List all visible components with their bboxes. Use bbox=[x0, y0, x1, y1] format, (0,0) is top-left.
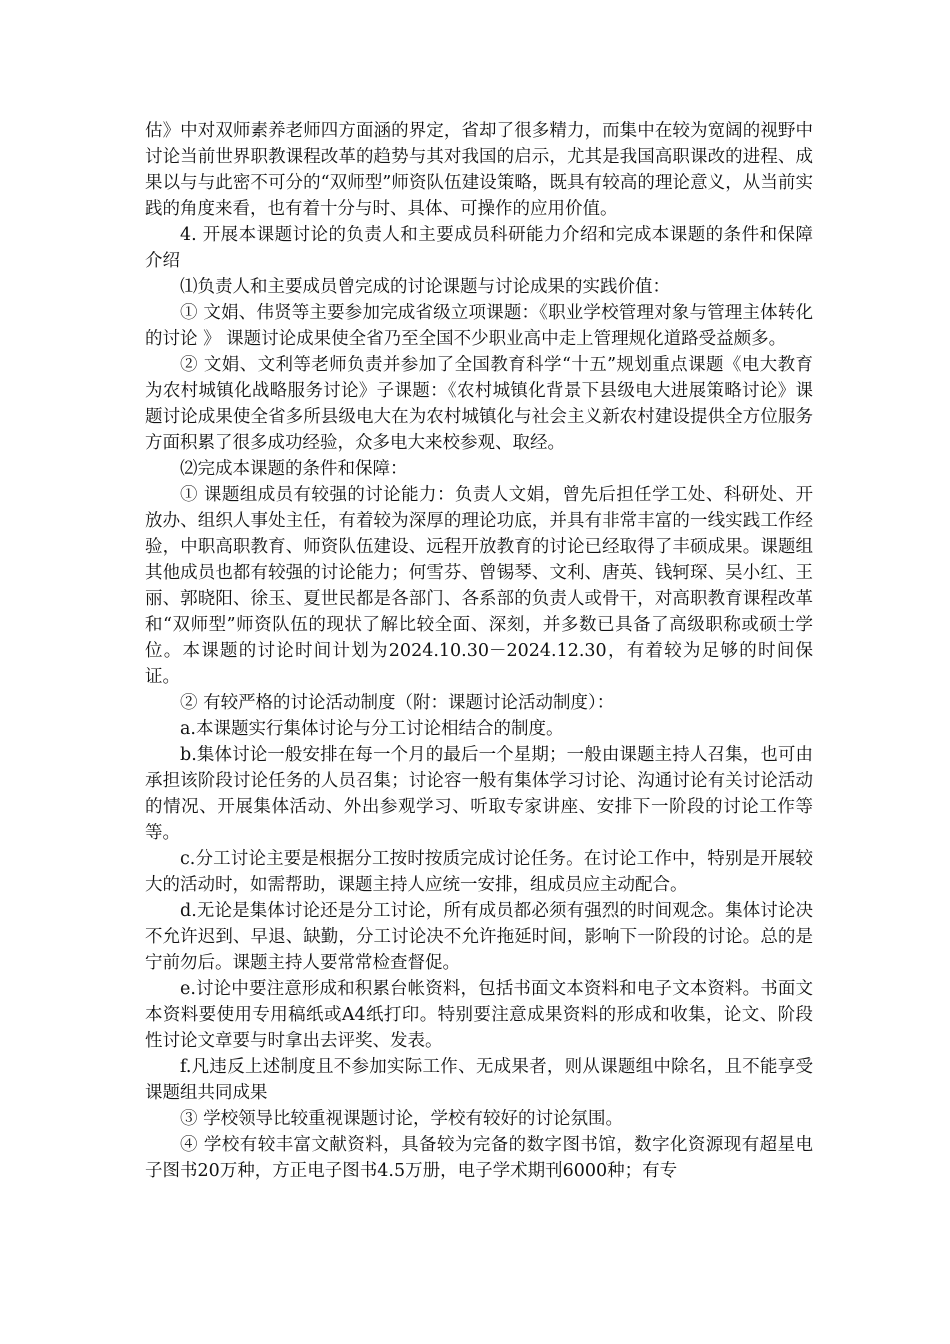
list-item-2-2: ② 有较严格的讨论活动制度（附：课题讨论活动制度）： bbox=[180, 693, 615, 713]
rule-a: a.本课题实行集体讨论与分工讨论相结合的制度。 bbox=[180, 719, 564, 739]
list-item-2-3: ③ 学校领导比较重视课题讨论，学校有较好的讨论氛围。 bbox=[180, 1109, 624, 1129]
section-heading-4: 4. 开展本课题讨论的负责人和主要成员科研能力介绍和完成本课题的条件和保障介绍 bbox=[145, 225, 813, 271]
list-item-1-2: ② 文娟、文利等老师负责并参加了全国教育科学“十五”规划重点课题《电大教育为农村城镇化战略服务讨论》子课题：《农村城镇化背景下县级电大进展策略讨论》课题讨论成果使全省多所县级电大在为农村城镇化与社会主义新农村建设提供全方位服务方面积累了很多成功经验，众多电大来校参观、取经。 bbox=[145, 355, 813, 453]
rule-f: f.凡违反上述制度且不参加实际工作、无成果者，则从课题组中除名，且不能享受课题组共同成果 bbox=[145, 1057, 813, 1103]
rule-e: e.讨论中要注意形成和积累台帐资料，包括书面文本资料和电子文本资料。书面文本资料要使用专用稿纸或A4纸打印。特别要注意成果资料的形成和收集，论文、阶段性讨论文章要与时拿出去评奖、发表。 bbox=[145, 979, 813, 1051]
paragraph-continuation: 估》中对双师素养老师四方面涵的界定，省却了很多精力，而集中在较为宽阔的视野中讨论当前世界职教课程改革的趋势与其对我国的启示，尤其是我国高职课改的进程、成果以与与此密不可分的“双师型”师资队伍建设策略，既具有较高的理论意义，从当前实践的角度来看，也有着十分与时、具体、可操作的应用价值。 bbox=[145, 121, 813, 219]
rule-c: c.分工讨论主要是根据分工按时按质完成讨论任务。在讨论工作中，特别是开展较大的活动时，如需帮助，课题主持人应统一安排，组成员应主动配合。 bbox=[145, 849, 813, 895]
list-item-2-4: ④ 学校有较丰富文献资料，具备较为完备的数字图书馆，数字化资源现有超星电子图书20万种，方正电子图书4.5万册，电子学术期刊6000种；有专 bbox=[145, 1135, 813, 1181]
subsection-1-heading: ⑴负责人和主要成员曾完成的讨论课题与讨论成果的实践价值： bbox=[180, 277, 670, 297]
list-item-1-1: ① 文娟、伟贤等主要参加完成省级立项课题：《职业学校管理对象与管理主体转化的讨论 》 课题讨论成果使全省乃至全国不少职业高中走上管理规化道路受益颇多。 bbox=[145, 303, 813, 349]
list-item-2-1: ① 课题组成员有较强的讨论能力：负责人文娟，曾先后担任学工处、科研处、开放办、组织人事处主任，有着较为深厚的理论功底，并具有非常丰富的一线实践工作经验，中职高职教育、师资队伍建设、远程开放教育的讨论已经取得了丰硕成果。课题组其他成员也都有较强的讨论能力；何雪芬、曾锡琴、文利、唐英、钱轲琛、吴小红、王丽、郭晓阳、徐玉、夏世民都是各部门、各系部的负责人或骨干，对高职教育课程改革和“双师型”师资队伍的现状了解比较全面、深刻，并多数已具备了高级职称或硕士学位。本课题的讨论时间计划为2024.10.30－2024.12.30，有着较为足够的时间保证。 bbox=[145, 485, 813, 687]
rule-b: b.集体讨论一般安排在每一个月的最后一个星期；一般由课题主持人召集，也可由承担该阶段讨论任务的人员召集；讨论容一般有集体学习讨论、沟通讨论有关讨论活动的情况、开展集体活动、外出参观学习、听取专家讲座、安排下一阶段的讨论工作等等。 bbox=[145, 745, 813, 843]
subsection-2-heading: ⑵完成本课题的条件和保障： bbox=[180, 459, 408, 479]
document-page bbox=[145, 118, 813, 1184]
rule-d: d.无论是集体讨论还是分工讨论，所有成员都必须有强烈的时间观念。集体讨论决不允许迟到、早退、缺勤，分工讨论决不允许拖延时间，影响下一阶段的讨论。总的是宁前勿后。课题主持人要常常检查督促。 bbox=[145, 901, 813, 973]
